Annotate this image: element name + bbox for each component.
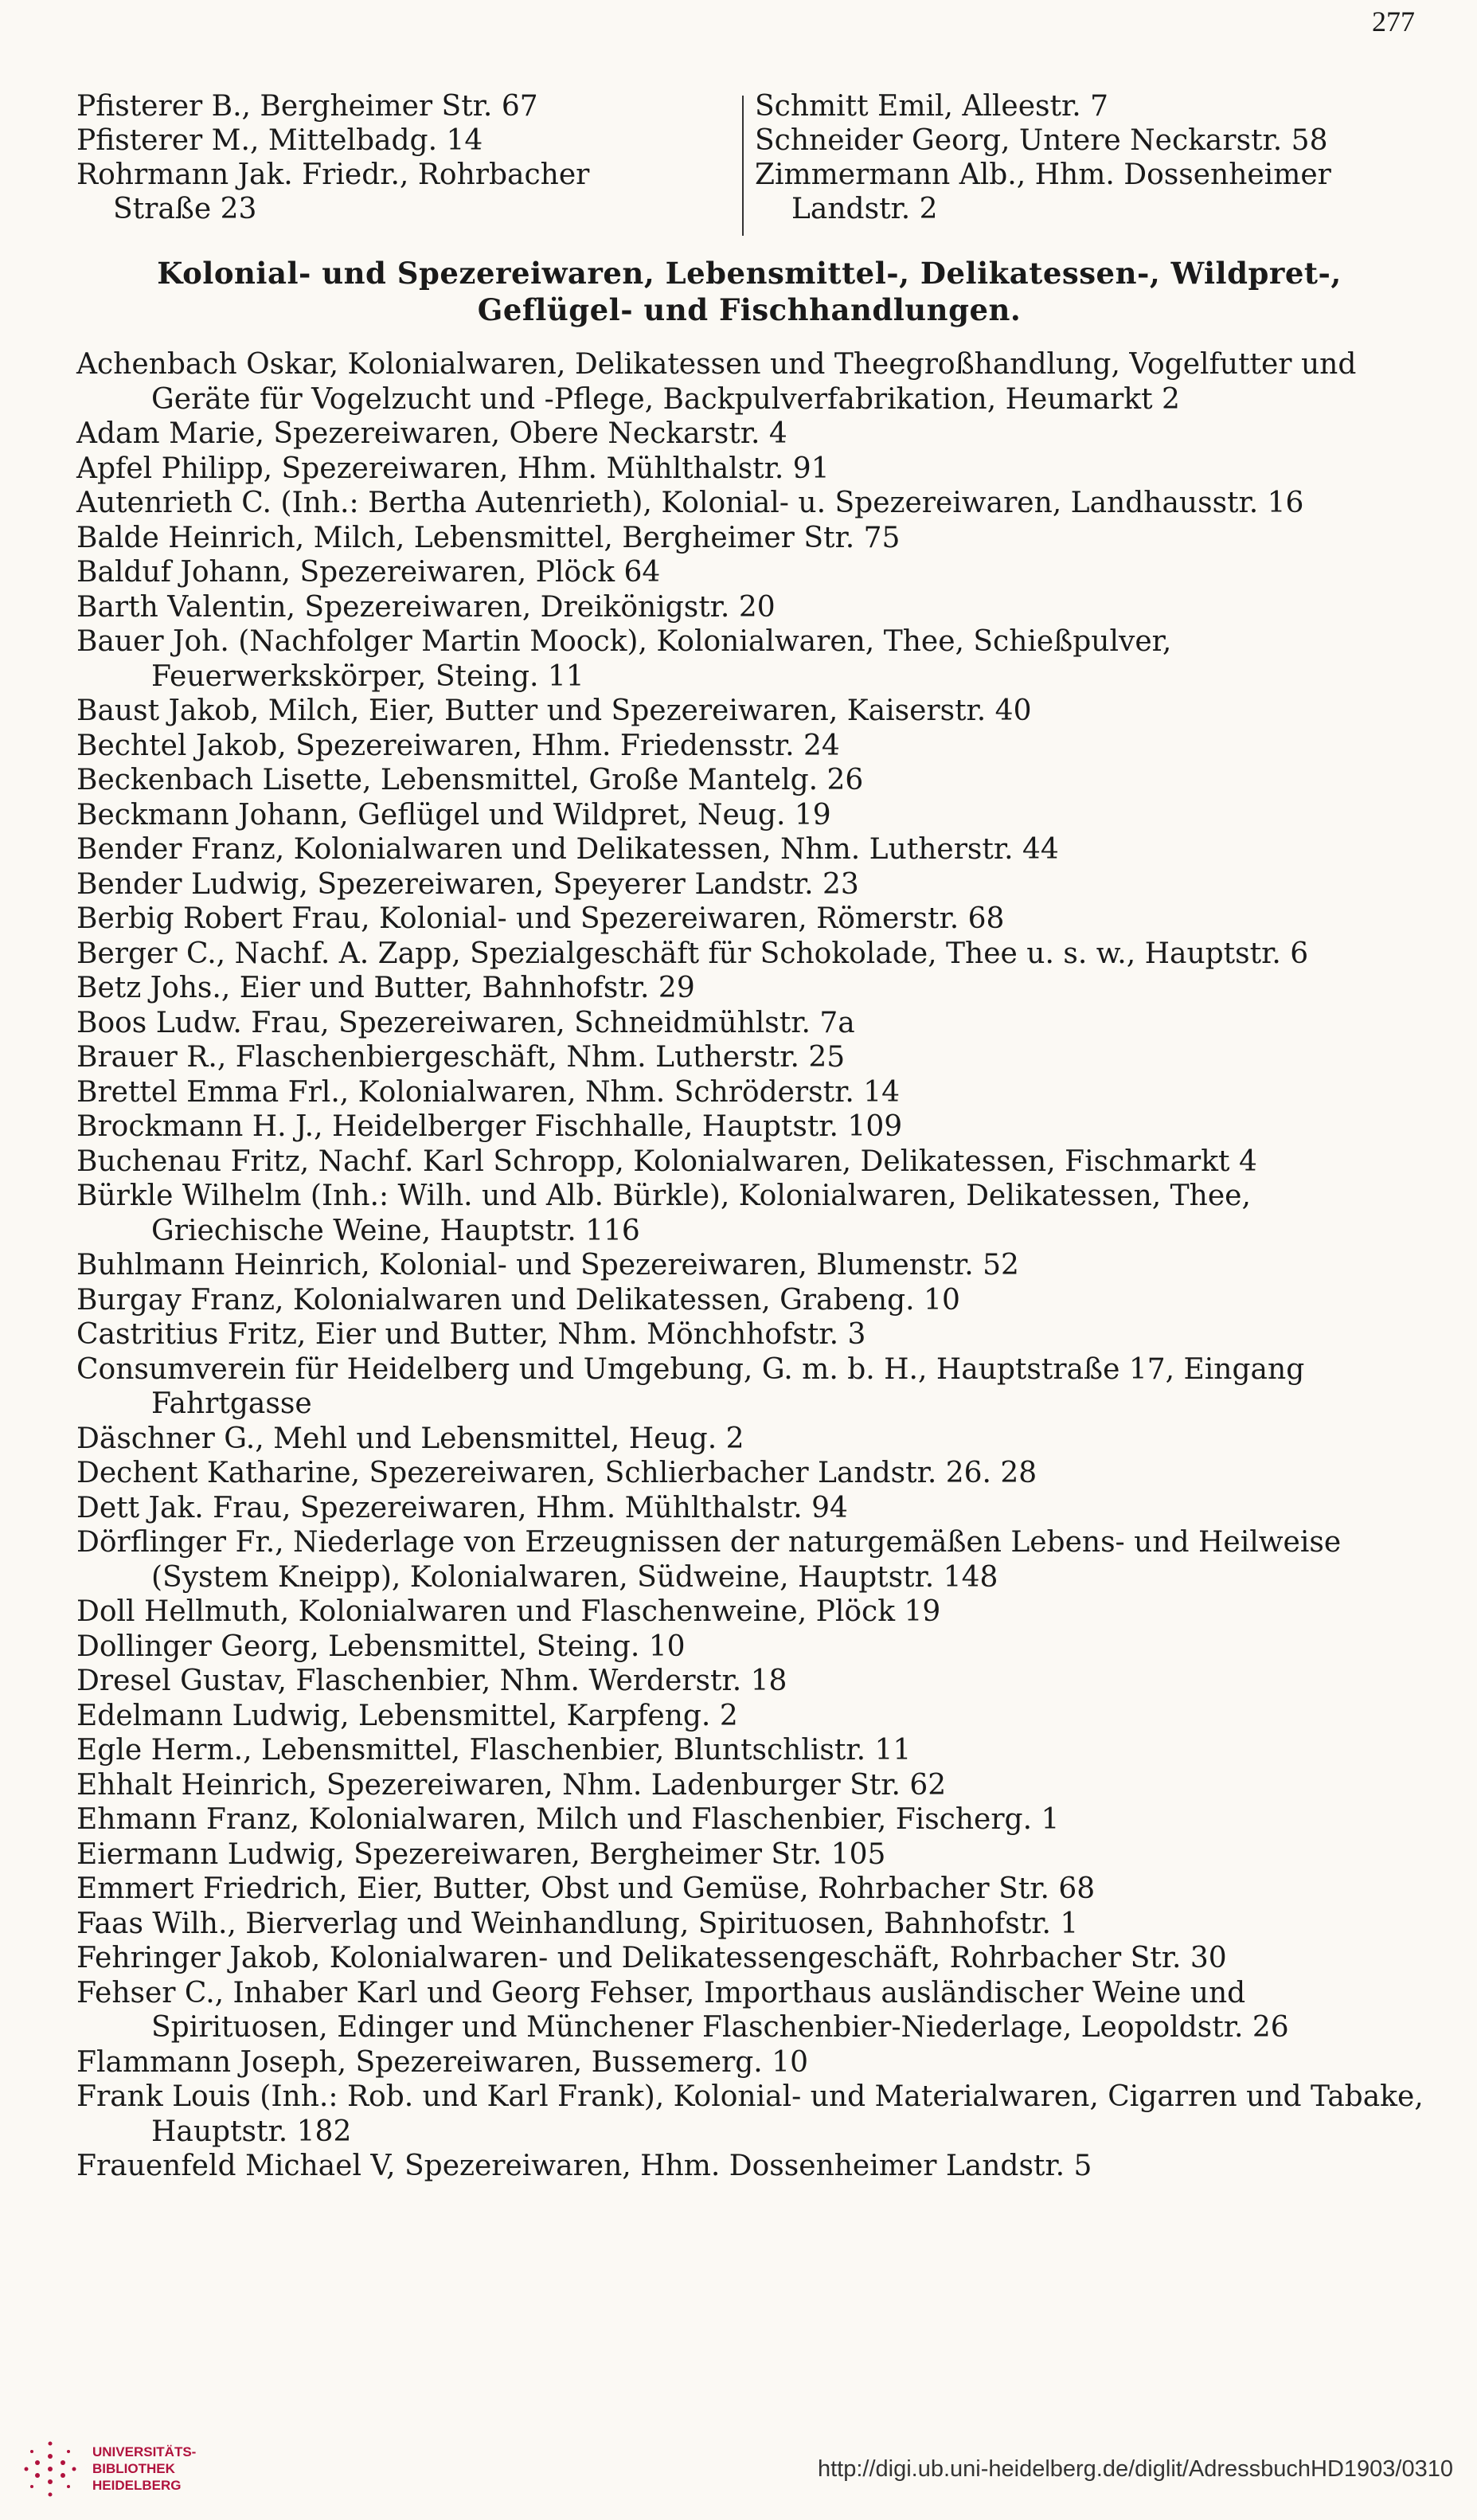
footer xyxy=(0,2421,1477,2520)
directory-entry: Dett Jak. Frau, Spezereiwaren, Hhm. Mühlthalstr. 94 xyxy=(76,1491,848,1524)
list-item: Straße 23 xyxy=(113,193,257,225)
column-divider xyxy=(742,96,744,236)
directory-entry: Castritius Fritz, Eier und Butter, Nhm. Mönchhofstr. 3 xyxy=(76,1318,866,1351)
directory-entry: Boos Ludw. Frau, Spezereiwaren, Schneidmühlstr. 7a xyxy=(76,1006,855,1039)
list-item: Pfisterer M., Mittelbadg. 14 xyxy=(76,124,483,157)
directory-entry: Dollinger Georg, Lebensmittel, Steing. 10 xyxy=(76,1630,686,1663)
directory-entry: Bürkle Wilhelm (Inh.: Wilh. und Alb. Bürkle), Kolonialwaren, Delikatessen, Thee, Griechische Weine, Hauptstr. 116 xyxy=(76,1180,1251,1247)
directory-entry: Brettel Emma Frl., Kolonialwaren, Nhm. Schröderstr. 14 xyxy=(76,1075,901,1109)
directory-entry: Edelmann Ludwig, Lebensmittel, Karpfeng. 2 xyxy=(76,1699,738,1732)
list-item: Schneider Georg, Untere Neckarstr. 58 xyxy=(755,124,1328,157)
directory-entry: Brockmann H. J., Heidelberger Fischhalle, Hauptstr. 109 xyxy=(76,1110,903,1143)
directory-entry: Bender Ludwig, Spezereiwaren, Speyerer Landstr. 23 xyxy=(76,867,859,901)
directory-entry: Baust Jakob, Milch, Eier, Butter und Spezereiwaren, Kaiserstr. 40 xyxy=(76,695,1032,727)
directory-entry: Fehser C., Inhaber Karl und Georg Fehser, Importhaus ausländischer Weine und Spirituosen, Edinger und Münchener Flaschenbier-Niederlage, Leopoldstr. 26 xyxy=(76,1976,1289,2044)
directory-entry: Dechent Katharine, Spezereiwaren, Schlierbacher Landstr. 26. 28 xyxy=(76,1457,1037,1489)
university-library-logo xyxy=(16,2437,84,2501)
directory-entry: Beckmann Johann, Geflügel und Wildpret, Neug. 19 xyxy=(76,798,831,832)
directory-entry: Buhlmann Heinrich, Kolonial- und Spezereiwaren, Blumenstr. 52 xyxy=(76,1249,1019,1282)
directory-entry: Ehmann Franz, Kolonialwaren, Milch und Flaschenbier, Fischerg. 1 xyxy=(76,1803,1060,1836)
directory-entry: Berbig Robert Frau, Kolonial- und Spezereiwaren, Römerstr. 68 xyxy=(76,902,1005,935)
list-item: Schmitt Emil, Alleestr. 7 xyxy=(755,90,1108,123)
left-column xyxy=(76,89,729,226)
directory-entry: Autenrieth C. (Inh.: Bertha Autenrieth), Kolonial- u. Spezereiwaren, Landhausstr. 16 xyxy=(76,487,1304,519)
library-name: UNIVERSITÄTS- BIBLIOTHEK HEIDELBERG xyxy=(92,2444,197,2493)
directory-entry: Achenbach Oskar, Kolonialwaren, Delikatessen und Theegroßhandlung, Vogelfutter und Geräte für Vogelzucht und -Pflege, Backpulverfabrikation, Heumarkt 2 xyxy=(76,348,1357,416)
list-item: Landstr. 2 xyxy=(791,193,938,225)
directory-entry: Buchenau Fritz, Nachf. Karl Schropp, Kolonialwaren, Delikatessen, Fischmarkt 4 xyxy=(76,1145,1257,1178)
list-item: Zimmermann Alb., Hhm. Dossenheimer xyxy=(755,158,1331,191)
directory-entry: Adam Marie, Spezereiwaren, Obere Neckarstr. 4 xyxy=(76,417,787,450)
directory-entry: Balduf Johann, Spezereiwaren, Plöck 64 xyxy=(76,556,661,589)
directory-entry: Bechtel Jakob, Spezereiwaren, Hhm. Friedensstr. 24 xyxy=(76,729,840,762)
directory-entry: Beckenbach Lisette, Lebensmittel, Große Mantelg. 26 xyxy=(76,764,864,796)
continued-entries xyxy=(76,89,1422,241)
section-heading-line: Kolonial- und Spezereiwaren, Lebensmittel-, Delikatessen-, Wildpret-, xyxy=(157,256,1342,291)
directory-entry: Betz Johs., Eier und Butter, Bahnhofstr. 29 xyxy=(76,972,695,1004)
list-item: Rohrmann Jak. Friedr., Rohrbacher xyxy=(76,158,590,191)
directory-entry: Däschner G., Mehl und Lebensmittel, Heug. 2 xyxy=(76,1422,744,1455)
directory-entries xyxy=(76,347,1430,2184)
directory-entry: Barth Valentin, Spezereiwaren, Dreikönigstr. 20 xyxy=(76,590,776,624)
right-column xyxy=(755,89,1424,226)
directory-entry: Doll Hellmuth, Kolonialwaren und Flaschenweine, Plöck 19 xyxy=(76,1595,941,1628)
directory-entry: Brauer R., Flaschenbiergeschäft, Nhm. Lutherstr. 25 xyxy=(76,1041,846,1074)
directory-entry: Burgay Franz, Kolonialwaren und Delikatessen, Grabeng. 10 xyxy=(76,1283,960,1317)
directory-entry: Fehringer Jakob, Kolonialwaren- und Delikatessengeschäft, Rohrbacher Str. 30 xyxy=(76,1942,1227,1974)
directory-entry: Balde Heinrich, Milch, Lebensmittel, Bergheimer Str. 75 xyxy=(76,521,901,554)
directory-entry: Eiermann Ludwig, Spezereiwaren, Bergheimer Str. 105 xyxy=(76,1837,886,1871)
directory-entry: Flammann Joseph, Spezereiwaren, Bussemerg. 10 xyxy=(76,2045,808,2079)
directory-entry: Dresel Gustav, Flaschenbier, Nhm. Werderstr. 18 xyxy=(76,1665,787,1697)
directory-entry: Emmert Friedrich, Eier, Butter, Obst und Gemüse, Rohrbacher Str. 68 xyxy=(76,1872,1096,1905)
directory-entry: Frauenfeld Michael V, Spezereiwaren, Hhm. Dossenheimer Landstr. 5 xyxy=(76,2150,1092,2182)
directory-entry: Bauer Joh. (Nachfolger Martin Moock), Kolonialwaren, Thee, Schießpulver, Feuerwerkskörper, Steing. 11 xyxy=(76,625,1172,693)
directory-entry: Frank Louis (Inh.: Rob. und Karl Frank), Kolonial- und Materialwaren, Cigarren und Tabake, Hauptstr. 182 xyxy=(76,2080,1424,2148)
directory-entry: Berger C., Nachf. A. Zapp, Spezialgeschäft für Schokolade, Thee u. s. w., Hauptstr. 6 xyxy=(76,937,1309,970)
directory-entry: Ehhalt Heinrich, Spezereiwaren, Nhm. Ladenburger Str. 62 xyxy=(76,1768,947,1802)
directory-entry: Apfel Philipp, Spezereiwaren, Hhm. Mühlthalstr. 91 xyxy=(76,452,830,485)
section-heading-line: Geflügel- und Fischhandlungen. xyxy=(477,292,1022,327)
directory-entry: Faas Wilh., Bierverlag und Weinhandlung, Spirituosen, Bahnhofstr. 1 xyxy=(76,1907,1079,1940)
directory-entry: Bender Franz, Kolonialwaren und Delikatessen, Nhm. Lutherstr. 44 xyxy=(76,833,1059,866)
section-heading xyxy=(76,255,1422,328)
directory-entry: Dörflinger Fr., Niederlage von Erzeugnissen der naturgemäßen Lebens- und Heilweise (System Kneipp), Kolonialwaren, Südweine, Hauptstr. 148 xyxy=(76,1526,1342,1594)
page-number: 277 xyxy=(1372,6,1415,37)
directory-entry: Egle Herm., Lebensmittel, Flaschenbier, Bluntschlistr. 11 xyxy=(76,1734,912,1767)
source-url[interactable]: http://digi.ub.uni-heidelberg.de/diglit/AdressbuchHD1903/0310 xyxy=(817,2456,1453,2482)
list-item: Pfisterer B., Bergheimer Str. 67 xyxy=(76,90,538,123)
directory-entry: Consumverein für Heidelberg und Umgebung, G. m. b. H., Hauptstraße 17, Eingang Fahrtgasse xyxy=(76,1352,1305,1420)
